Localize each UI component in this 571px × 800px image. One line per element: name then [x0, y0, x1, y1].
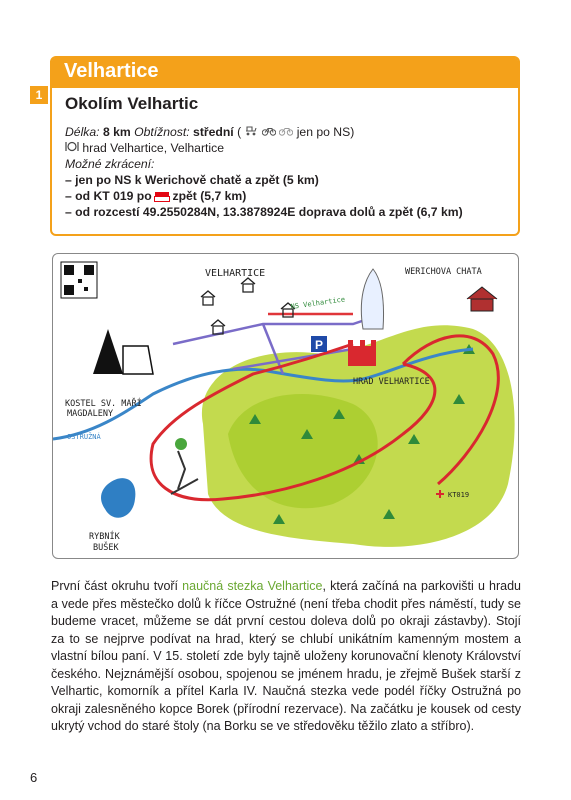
- length-value: 8 km: [102, 125, 131, 139]
- parking-label: P: [315, 338, 324, 352]
- food-row: [65, 140, 463, 156]
- access-open: (: [237, 125, 242, 139]
- restaurant-icon: [65, 141, 82, 155]
- length-row: [65, 124, 463, 140]
- page-number: 6: [30, 770, 38, 785]
- church-icon: [93, 329, 123, 374]
- hand-drawn-map: [53, 254, 518, 558]
- access-note: jen po NS): [296, 125, 355, 139]
- trail-link[interactable]: naučná stezka Velhartice: [182, 579, 323, 593]
- checkpoint-label: KT019: [448, 491, 470, 499]
- route-map: [52, 253, 519, 559]
- white-lady-icon: [361, 269, 383, 329]
- section-title: Velhartice: [64, 60, 159, 82]
- river-label: OSTRUŽNÁ: [67, 433, 101, 441]
- shortcut-label: Možné zkrácení:: [65, 157, 155, 171]
- trail-label: NS Velhartice: [290, 295, 346, 311]
- cottage-icon: [467, 287, 497, 311]
- pond-label-1: RYBNÍK: [89, 532, 120, 542]
- body-paragraph: [51, 578, 521, 736]
- stroller-icon: [245, 125, 262, 139]
- difficulty-value: střední: [193, 125, 234, 139]
- route-number-tab: 1: [30, 86, 48, 104]
- difficulty-label: Obtížnost:: [134, 125, 190, 139]
- shortcut-3: – od rozcestí 49.2550284N, 13.3878924E doprava dolů a zpět (6,7 km): [65, 205, 463, 219]
- section-header: [52, 58, 518, 88]
- bicycle-outline-icon: [279, 125, 296, 139]
- castle-label: HRAD VELHARTICE: [353, 377, 430, 387]
- cottage-label: WERICHOVA CHATA: [405, 267, 482, 277]
- food-places: hrad Velhartice, Velhartice: [82, 141, 224, 155]
- town-label: VELHARTICE: [205, 268, 266, 279]
- bicycle-icon: [262, 125, 279, 139]
- route-info-box: [50, 56, 520, 236]
- length-label: Délka:: [65, 125, 100, 139]
- church-label-1: KOSTEL SV. MAŘÍ: [65, 399, 142, 409]
- body-text-1: První část okruhu tvoří: [51, 579, 183, 593]
- red-trail-marker-icon: [155, 192, 169, 201]
- route-details: [65, 124, 463, 220]
- shortcut-2: [65, 188, 463, 204]
- house-icons: [201, 278, 295, 334]
- pond-label-2: BUŠEK: [93, 543, 119, 553]
- pond-icon: [101, 478, 135, 518]
- castle-icon: [348, 346, 376, 366]
- shortcut-1: – jen po NS k Werichově chatě a zpět (5 km): [65, 173, 319, 187]
- church-label-2: MAGDALENY: [67, 409, 114, 419]
- route-title: Okolím Velhartic: [65, 94, 199, 113]
- skier-icon: [175, 438, 187, 450]
- shortcut-2-start: – od KT 019 po: [65, 189, 152, 203]
- shortcut-2-end: zpět (5,7 km): [172, 189, 247, 203]
- body-text-2: , která začíná na parkovišti u hradu a vede přes městečko dolů k říčce Ostružné (není třeba chodit přes náměstí, tudy se budeme vracet, můžeme se dát první cestou doleva dolů po okraji zástavby). Stojí za to se nejprve podívat na hrad, který se chlubí unikátním kamenným mostem a vlastní bílou paní. V 15. století zde byly tajně uloženy korunovační klenoty Království českého. Nejznámější osobou, spojenou se jménem hradu, je zřejmě Bušek starší z Velhartic, komorník a přítel Karla IV. Naučná stezka vede podél říčky Ostružná po okraji zalesněného kopce Borek (přírodní rezervace). Na začátku je kousek od cesty ukrytý vchod do staré štoly (na Borku se ve středověku těžilo zlato a stříbro).: [51, 579, 521, 733]
